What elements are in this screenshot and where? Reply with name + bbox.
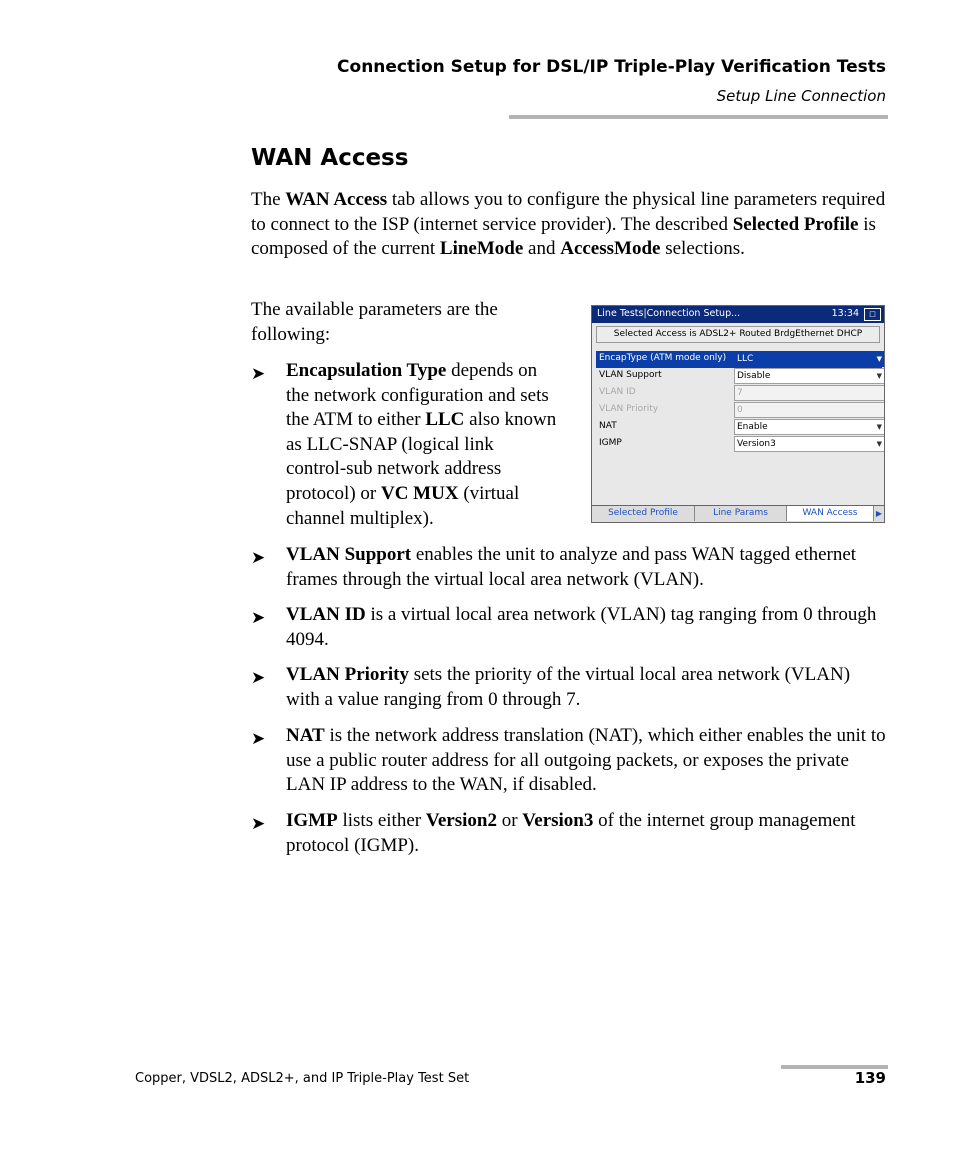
param-row-vlan-support[interactable] — [596, 368, 882, 385]
bullet-arrow-icon: ➤ — [251, 668, 266, 688]
bullet-arrow-icon: ➤ — [251, 814, 266, 834]
vlan-priority-field: 0 — [734, 402, 885, 418]
running-header-subtitle: Setup Line Connection — [716, 87, 886, 105]
parameter-table — [596, 351, 882, 453]
param-row-vlan-priority — [596, 402, 882, 419]
vlan-support-select[interactable]: Disable ▼ — [734, 368, 885, 384]
screenshot-clock: 13:34 — [831, 308, 859, 319]
bullet-arrow-icon: ➤ — [251, 364, 266, 384]
footer-product-name: Copper, VDSL2, ADSL2+, and IP Triple-Play Test Set — [135, 1071, 470, 1086]
tab-scroll-right-icon[interactable]: ▶ — [875, 509, 883, 518]
intro-paragraph: The WAN Access tab allows you to configure the physical line parameters required to connect to the ISP (internet service provider). The described Selected Profile is composed of the current LineMode and AccessMode selections. — [251, 189, 886, 260]
dropdown-arrow-icon: ▼ — [876, 372, 882, 380]
bullet-arrow-icon: ➤ — [251, 608, 266, 628]
running-header-title: Connection Setup for DSL/IP Triple-Play Verification Tests — [337, 57, 886, 77]
bullet-vlan-support: ➤ VLAN Support enables the unit to analyze and pass WAN tagged ethernet frames through the virtual local area network (VLAN). — [251, 544, 857, 590]
param-row-vlan-id — [596, 385, 882, 402]
screenshot-tab-bar — [592, 505, 884, 522]
page-number: 139 — [854, 1069, 886, 1087]
param-label: IGMP — [599, 438, 622, 448]
param-row-encaptype[interactable] — [596, 351, 882, 368]
wan-access-screenshot — [591, 305, 885, 523]
nat-select[interactable]: Enable ▼ — [734, 419, 885, 435]
available-parameters-text: The available parameters are the following: — [251, 299, 498, 345]
tab-wan-access[interactable]: WAN Access — [787, 506, 874, 521]
dropdown-arrow-icon: ▼ — [876, 355, 882, 363]
screenshot-title: Line Tests|Connection Setup... — [597, 308, 741, 319]
system-tray-icon[interactable]: □ — [864, 308, 881, 321]
bullet-igmp: ➤ IGMP lists either Version2 or Version3 of the internet group management protocol (IGMP). — [251, 810, 856, 856]
param-label: VLAN ID — [599, 387, 636, 397]
param-label: EncapType (ATM mode only) — [599, 353, 727, 363]
param-row-nat[interactable] — [596, 419, 882, 436]
vlan-id-field: 7 — [734, 385, 885, 401]
tab-selected-profile[interactable]: Selected Profile — [592, 506, 695, 521]
header-rule — [509, 115, 888, 119]
param-label: VLAN Priority — [599, 404, 659, 414]
bullet-vlan-id: ➤ VLAN ID is a virtual local area network (VLAN) tag ranging from 0 through 4094. — [251, 604, 877, 650]
bullet-encapsulation-type: ➤ Encapsulation Type depends on the network configuration and sets the ATM to either LLC also known as LLC-SNAP (logical link control-sub network address protocol) or VC MUX (virtual channel multiplex). — [251, 360, 557, 529]
bullet-arrow-icon: ➤ — [251, 729, 266, 749]
bullet-vlan-priority: ➤ VLAN Priority sets the priority of the virtual local area network (VLAN) with a value ranging from 0 through 7. — [251, 664, 851, 710]
screenshot-titlebar — [592, 306, 884, 323]
param-label: VLAN Support — [599, 370, 662, 380]
selected-access-banner: Selected Access is ADSL2+ Routed BrdgEthernet DHCP — [596, 326, 880, 343]
igmp-select[interactable]: Version3 ▼ — [734, 436, 885, 452]
dropdown-arrow-icon: ▼ — [876, 440, 882, 448]
bullet-arrow-icon: ➤ — [251, 548, 266, 568]
section-title: WAN Access — [251, 145, 409, 171]
dropdown-arrow-icon: ▼ — [876, 423, 882, 431]
encaptype-select[interactable]: LLC ▼ — [734, 351, 885, 367]
bullet-nat: ➤ NAT is the network address translation (NAT), which either enables the unit to use a public router address for all outgoing packets, or exposes the private LAN IP address to the WAN, if disabled. — [251, 725, 886, 796]
param-label: NAT — [599, 421, 617, 431]
tab-line-params[interactable]: Line Params — [695, 506, 787, 521]
param-row-igmp[interactable] — [596, 436, 882, 453]
